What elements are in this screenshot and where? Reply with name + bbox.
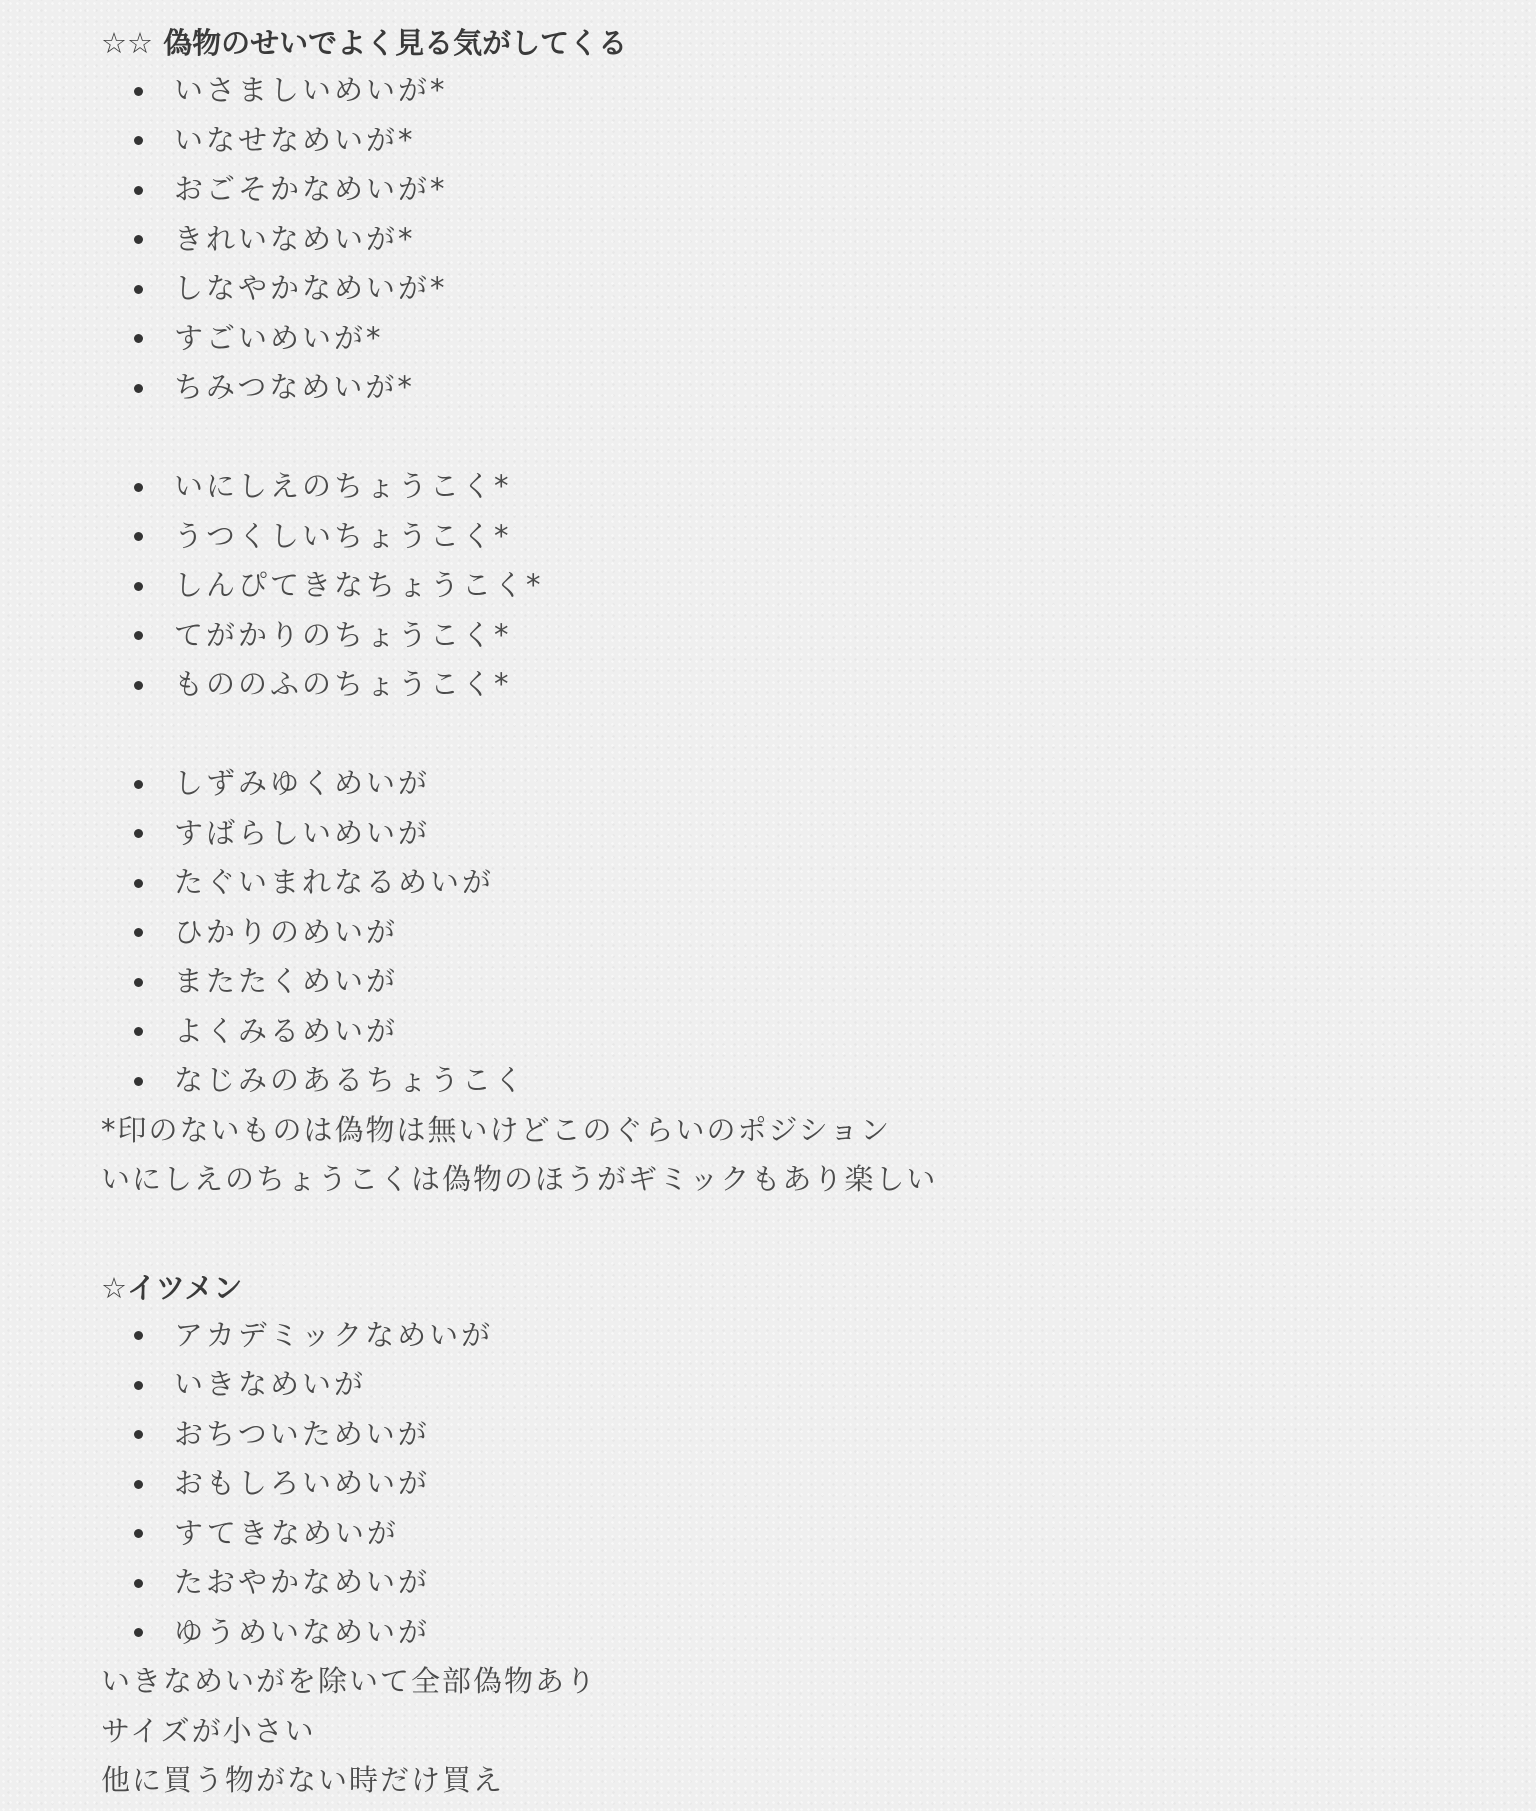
list-item [101, 363, 1401, 413]
bullet-icon [134, 334, 143, 343]
list-item [101, 314, 1401, 364]
bullet-icon [134, 582, 143, 591]
note-text: いきなめいがを除いて全部偽物あり [101, 1664, 598, 1698]
list-item-text: おちついためいが [174, 1416, 430, 1451]
list-item [101, 1410, 1401, 1460]
list-item [101, 215, 1401, 265]
list-item-text: きれいなめいが* [174, 221, 416, 256]
list-item-text: うつくしいちょうこく* [174, 518, 512, 553]
list-item [101, 1311, 1401, 1361]
list-item-text: ひかりのめいが [174, 914, 399, 949]
bullet-icon [134, 532, 143, 541]
spacer [101, 710, 1401, 760]
list-item-text: よくみるめいが [174, 1013, 399, 1048]
list-item-text: たぐいまれなるめいが [174, 865, 495, 899]
bullet-icon [134, 978, 143, 987]
list-item-text: アカデミックなめいが [174, 1317, 494, 1352]
note-text: サイズが小さい [101, 1713, 316, 1748]
bullet-icon [134, 1430, 143, 1439]
list-item [101, 908, 1401, 958]
list-item-text: ゆうめいなめいが [174, 1614, 431, 1649]
regulars-list [101, 1311, 1401, 1658]
bullet-icon [134, 384, 143, 393]
fake-sculptures-list [101, 462, 1401, 710]
list-item [101, 1459, 1401, 1509]
bullet-icon [134, 1579, 143, 1588]
list-item [101, 1056, 1401, 1106]
bullet-icon [134, 681, 143, 690]
list-item [101, 660, 1401, 710]
bullet-icon [134, 136, 143, 145]
note-text: いにしえのちょうこくは偽物のほうがギミックもあり楽しい [101, 1162, 938, 1196]
bullet-icon [134, 1480, 143, 1489]
list-item [101, 165, 1401, 215]
list-item [101, 1007, 1401, 1057]
spacer [101, 413, 1401, 463]
list-item-text: しなやかなめいが* [174, 271, 448, 305]
list-item-text: すごいめいが* [174, 320, 384, 355]
list-item-text: いさましいめいが* [174, 73, 448, 107]
list-item-text: しずみゆくめいが [174, 766, 431, 800]
list-item [101, 957, 1401, 1007]
bullet-icon [134, 1331, 143, 1340]
bullet-icon [134, 631, 143, 640]
bullet-icon [134, 483, 143, 492]
list-item-text: たおやかなめいが [174, 1565, 431, 1599]
list-item-text: いにしえのちょうこく* [174, 469, 512, 503]
spacer [101, 1205, 1401, 1265]
list-item [101, 512, 1401, 562]
bullet-icon [134, 1529, 143, 1538]
list-item [101, 1360, 1401, 1410]
bullet-icon [134, 879, 143, 888]
list-item [101, 759, 1401, 809]
list-item [101, 809, 1401, 859]
list-item [101, 858, 1401, 908]
list-item-text: もののふのちょうこく* [174, 667, 512, 701]
bullet-icon [134, 829, 143, 838]
list-item [101, 1608, 1401, 1658]
note-text: 他に買う物がない時だけ買え [101, 1763, 505, 1797]
list-item [101, 66, 1401, 116]
list-item [101, 1558, 1401, 1608]
bullet-icon [134, 928, 143, 937]
section-heading-regulars: ☆イツメン [101, 1270, 243, 1305]
section-heading-fakes: ☆☆ 偽物のせいでよく見る気がしてくる [101, 26, 628, 60]
bullet-icon [134, 1628, 143, 1637]
list-item [101, 561, 1401, 611]
bullet-icon [134, 1381, 143, 1390]
list-item [101, 116, 1401, 166]
list-item-text: なじみのあるちょうこく [174, 1063, 527, 1097]
no-fake-list [101, 759, 1401, 1106]
list-item-text: いきなめいが [174, 1367, 367, 1401]
list-item-text: ちみつなめいが* [174, 370, 415, 404]
list-item-text: すばらしいめいが [174, 815, 431, 850]
bullet-icon [134, 186, 143, 195]
list-item-text: いなせなめいが* [174, 122, 416, 157]
note-text: *印のないものは偽物は無いけどこのぐらいのポジション [101, 1112, 892, 1147]
bullet-icon [134, 780, 143, 789]
list-item-text: てがかりのちょうこく* [174, 617, 512, 652]
list-item [101, 264, 1401, 314]
list-item [101, 1509, 1401, 1559]
bullet-icon [134, 285, 143, 294]
list-item [101, 611, 1401, 661]
list-item [101, 462, 1401, 512]
bullet-icon [134, 235, 143, 244]
fake-paintings-list [101, 66, 1401, 413]
list-item-text: おごそかなめいが* [174, 172, 448, 206]
bullet-icon [134, 1027, 143, 1036]
document-body [101, 20, 1401, 1806]
list-item-text: しんぴてきなちょうこく* [174, 568, 544, 602]
list-item-text: またたくめいが [174, 964, 399, 998]
bullet-icon [134, 87, 143, 96]
list-item-text: おもしろいめいが [174, 1466, 431, 1500]
bullet-icon [134, 1077, 143, 1086]
list-item-text: すてきなめいが [174, 1515, 399, 1550]
